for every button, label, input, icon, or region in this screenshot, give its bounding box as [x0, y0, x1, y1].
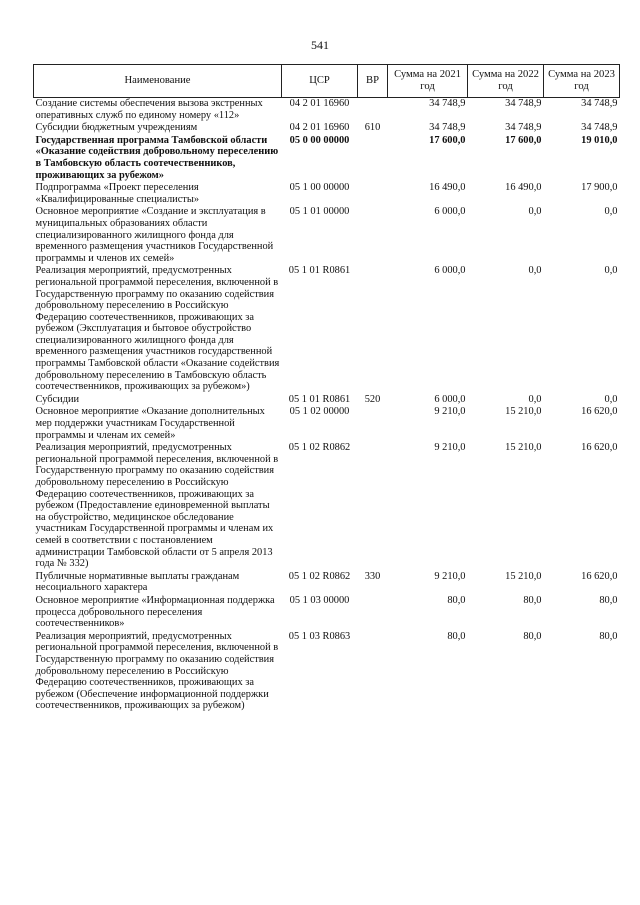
row-vr-cell — [358, 265, 388, 394]
row-vr-cell — [358, 98, 388, 123]
table-row — [34, 442, 620, 571]
row-csr-cell: 05 1 03 00000 — [289, 594, 350, 606]
row-sum-2023-cell: 16 620,0 — [581, 406, 618, 418]
row-name-cell: Основное мероприятие «Информационная поддержка процесса добровольного переселения соотечественников» — [35, 594, 275, 630]
table-row — [34, 98, 620, 123]
row-sum-2023-cell: 34 748,9 — [581, 98, 618, 109]
row-sum-2022-cell: 17 600,0 — [505, 134, 542, 146]
row-csr-cell: 04 2 01 16960 — [289, 98, 350, 109]
row-vr-cell — [358, 595, 388, 631]
row-sum-2021-cell: 17 600,0 — [429, 134, 466, 146]
row-sum-2021-cell: 9 210,0 — [434, 570, 466, 582]
row-vr-cell: 610 — [364, 122, 381, 134]
row-sum-2022-cell: 80,0 — [523, 594, 542, 606]
row-name-cell: Государственная программа Тамбовской области «Оказание содействия добровольному переселению в Тамбовскую область соотечественников, проживающих за рубежом» — [35, 134, 279, 181]
table-header-row — [34, 65, 620, 98]
row-csr-cell: 05 1 00 00000 — [289, 182, 350, 194]
row-sum-2022-cell: 34 748,9 — [505, 98, 542, 109]
table-row — [34, 394, 620, 407]
row-sum-2022-cell: 0,0 — [528, 393, 542, 405]
row-sum-2021-cell: 6 000,0 — [434, 393, 466, 405]
row-sum-2023-cell: 0,0 — [604, 393, 618, 405]
row-sum-2023-cell: 0,0 — [604, 265, 618, 277]
row-sum-2022-cell: 0,0 — [528, 265, 542, 277]
header-sum-2022: Сумма на 2022 год — [468, 65, 544, 98]
row-sum-2023-cell: 0,0 — [604, 206, 618, 218]
row-vr-cell: 520 — [364, 393, 381, 405]
row-name-cell: Реализация мероприятий, предусмотренных региональной программой переселения, включенной в Государственную программу по оказанию содействия добровольному переселению в Российскую Федерацию соотечественников, проживающих за рубежом (Обеспечение информационной поддержки соотечественников, проживающих за рубежом) — [35, 630, 279, 712]
row-csr-cell: 05 1 01 R0861 — [288, 393, 351, 405]
row-sum-2022-cell: 15 210,0 — [505, 442, 542, 454]
row-vr-cell — [358, 182, 388, 206]
row-csr-cell: 05 0 00 00000 — [289, 134, 350, 146]
row-name-cell: Создание системы обеспечения вызова экстренных оперативных служб по единому номеру «112» — [35, 98, 263, 121]
table-row — [34, 135, 620, 182]
row-csr-cell: 05 1 01 00000 — [289, 206, 350, 218]
row-vr-cell — [358, 631, 388, 713]
row-name-cell: Основное мероприятие «Создание и эксплуатация в муниципальных образованиях области специализированного жилищного фонда для временного размещения участников Государственной программы и членов их семей» — [35, 206, 274, 264]
row-name-cell: Подпрограмма «Проект переселения «Квалифицированные специалисты» — [35, 182, 200, 205]
header-vr: ВР — [358, 65, 388, 98]
row-sum-2023-cell: 16 620,0 — [581, 442, 618, 454]
row-sum-2023-cell: 34 748,9 — [581, 122, 618, 134]
page-number: 541 — [311, 38, 329, 52]
table-row — [34, 571, 620, 595]
row-name-cell: Субсидии бюджетным учреждениям — [35, 122, 198, 134]
row-sum-2023-cell: 19 010,0 — [581, 134, 618, 146]
header-sum-2023: Сумма на 2023 год — [544, 65, 620, 98]
row-name-cell: Субсидии — [35, 393, 80, 405]
row-csr-cell: 05 1 01 R0861 — [288, 265, 351, 277]
table-row — [34, 122, 620, 135]
table-row — [34, 406, 620, 442]
row-vr-cell — [358, 442, 388, 571]
table-row — [34, 265, 620, 394]
table-row — [34, 595, 620, 631]
row-csr-cell: 05 1 02 00000 — [289, 406, 350, 418]
table-body — [34, 98, 620, 713]
row-sum-2023-cell: 80,0 — [599, 630, 618, 642]
row-sum-2023-cell: 80,0 — [599, 594, 618, 606]
row-vr-cell — [358, 406, 388, 442]
row-sum-2022-cell: 15 210,0 — [505, 406, 542, 418]
header-name: Наименование — [34, 65, 282, 98]
row-sum-2021-cell: 34 748,9 — [429, 98, 466, 109]
row-sum-2021-cell: 9 210,0 — [434, 442, 466, 454]
table-row — [34, 631, 620, 713]
row-csr-cell: 05 1 02 R0862 — [288, 570, 351, 582]
row-vr-cell — [358, 135, 388, 182]
row-sum-2023-cell: 17 900,0 — [581, 182, 618, 194]
row-sum-2021-cell: 6 000,0 — [434, 265, 466, 277]
row-csr-cell: 04 2 01 16960 — [289, 122, 350, 134]
row-sum-2021-cell: 6 000,0 — [434, 206, 466, 218]
row-vr-cell — [358, 206, 388, 265]
row-sum-2022-cell: 15 210,0 — [505, 570, 542, 582]
row-name-cell: Реализация мероприятий, предусмотренных региональной программой переселения, включенной в Государственную программу по оказанию содействия добровольному переселению в Российскую Федерацию соотечественников, проживающих за рубежом (Эксплуатация и бытовое обустройство специализированного жилищного фонда для временного размещения участников государственной программы Тамбовской области «Оказание содействия добровольному переселению в Тамбовскую область соотечественников, проживающих за рубежом») — [35, 265, 280, 393]
table-row — [34, 182, 620, 206]
row-sum-2021-cell: 16 490,0 — [429, 182, 466, 194]
row-sum-2022-cell: 34 748,9 — [505, 122, 542, 134]
row-vr-cell: 330 — [364, 570, 381, 582]
budget-table — [33, 64, 620, 713]
row-sum-2021-cell: 9 210,0 — [434, 406, 466, 418]
row-csr-cell: 05 1 03 R0863 — [288, 630, 351, 642]
row-sum-2021-cell: 34 748,9 — [429, 122, 466, 134]
row-sum-2021-cell: 80,0 — [447, 630, 466, 642]
row-sum-2022-cell: 16 490,0 — [505, 182, 542, 194]
row-name-cell: Реализация мероприятий, предусмотренных региональной программой переселения, включенной в Государственную программу по оказанию содействия добровольному переселению в Российскую Федерацию соотечественников, проживающих за рубежом (Предоставление единовременной выплаты на обустройство, медицинское обследование участникам Государственной программы и членам их семей в соответствии с постановлением администрации Тамбовской области от 5 апреля 2013 года № 332) — [35, 442, 279, 570]
row-sum-2022-cell: 0,0 — [528, 206, 542, 218]
row-sum-2023-cell: 16 620,0 — [581, 570, 618, 582]
header-sum-2021: Сумма на 2021 год — [388, 65, 468, 98]
row-sum-2021-cell: 80,0 — [447, 594, 466, 606]
row-name-cell: Основное мероприятие «Оказание дополнительных мер поддержки участникам Государственной программы и членам их семей» — [35, 406, 265, 441]
table-row — [34, 206, 620, 265]
row-sum-2022-cell: 80,0 — [523, 630, 542, 642]
row-csr-cell: 05 1 02 R0862 — [288, 442, 351, 454]
row-name-cell: Публичные нормативные выплаты гражданам несоциального характера — [35, 570, 240, 594]
header-csr: ЦСР — [282, 65, 358, 98]
